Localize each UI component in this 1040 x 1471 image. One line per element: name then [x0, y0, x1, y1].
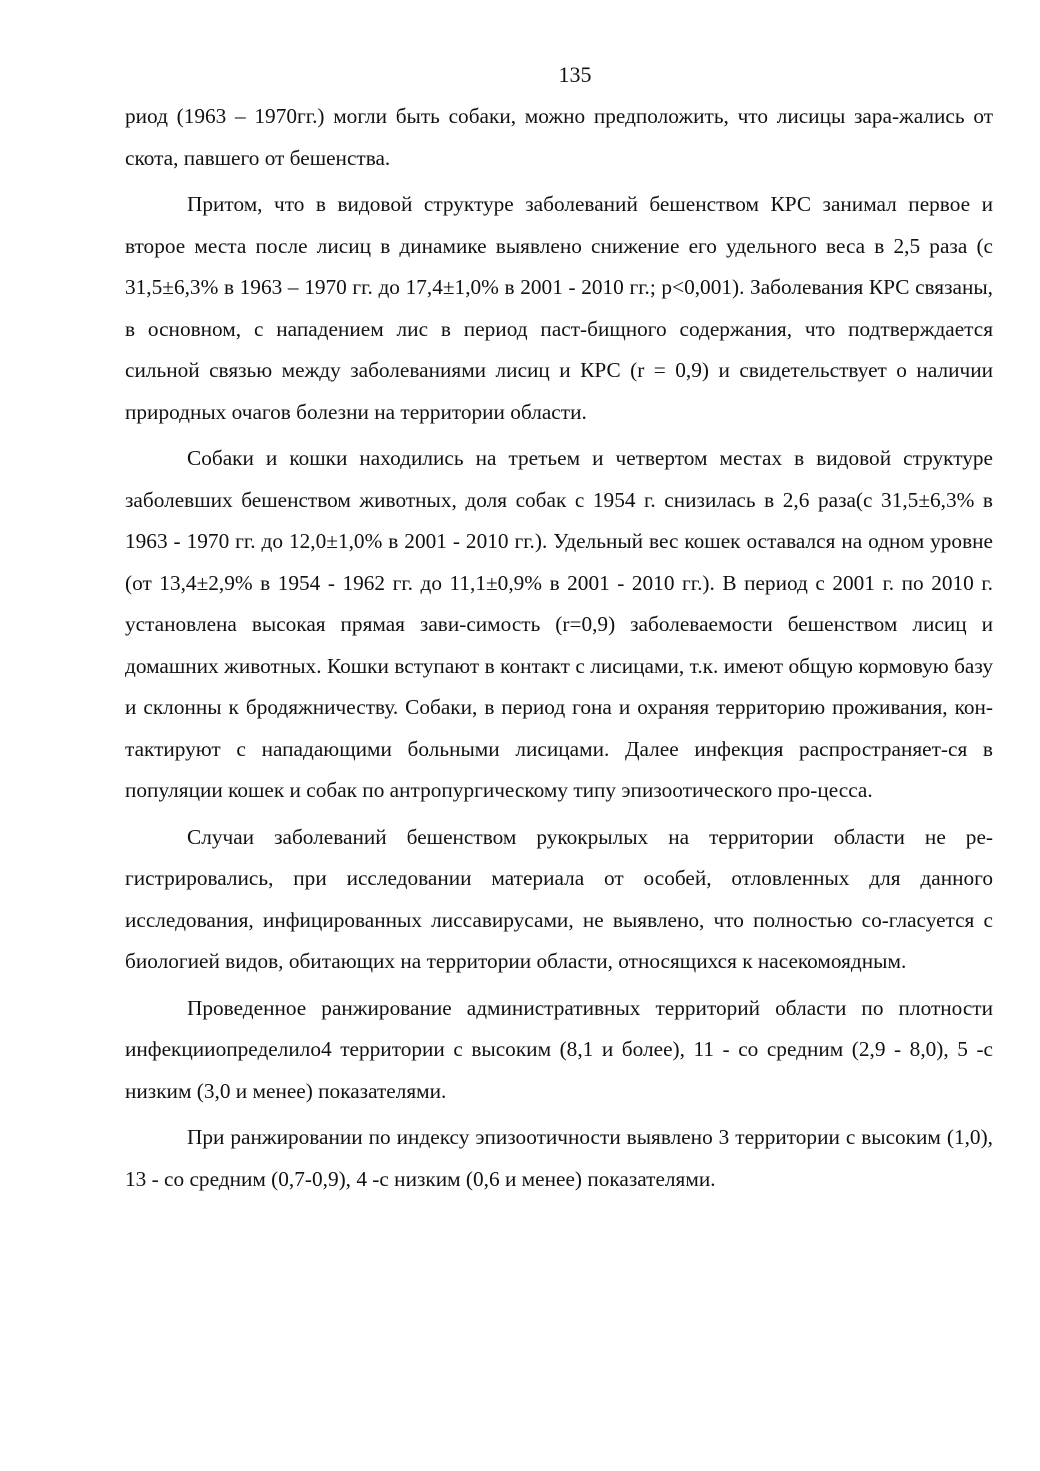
- page-number: 135: [558, 62, 592, 87]
- paragraph-continuation: риод (1963 – 1970гг.) могли быть собаки, можно предположить, что лисицы зара-жались от скота, павшего от бешенства.: [125, 104, 993, 170]
- paragraph-krs: Притом, что в видовой структуре заболеваний бешенством КРС занимал первое и второе места после лисиц в динамике выявлено снижение его удельного веса в 2,5 раза (с 31,5±6,3% в 1963 – 1970 гг. до 17,4±1,0% в 2001 - 2010 гг.; р<0,001). Заболевания КРС связаны, в основном, с нападением лис в период паст-бищного содержания, что подтверждается сильной связью между заболеваниями лисиц и КРС (r = 0,9) и свидетельствует о наличии природных очагов болезни на территории области.: [125, 192, 993, 424]
- paragraph-epizootic-index: При ранжировании по индексу эпизоотичности выявлено 3 территории с высоким (1,0), 13 - со средним (0,7-0,9), 4 -с низким (0,6 и менее) показателями.: [125, 1125, 993, 1191]
- body-text: [125, 96, 993, 1205]
- paragraph-bats: Случаи заболеваний бешенством рукокрылых на территории области не ре-гистрировались, при исследовании материала от особей, отловленных для данного исследования, инфицированных лиссавирусами, не выявлено, что полностью со-гласуется с биологией видов, обитающих на территории области, относящихся к насекомоядным.: [125, 824, 993, 973]
- paragraph-infection-density: Проведенное ранжирование административных территорий области по плотности инфекцииопределило4 территории с высоким (8,1 и более), 11 - со средним (2,9 - 8,0), 5 -с низким (3,0 и менее) показателями.: [125, 995, 993, 1103]
- paragraph-dogs-cats: Собаки и кошки находились на третьем и четвертом местах в видовой структуре заболевших бешенством животных, доля собак с 1954 г. снизилась в 2,6 раза(с 31,5±6,3% в 1963 - 1970 гг. до 12,0±1,0% в 2001 - 2010 гг.). Удельный вес кошек оставался на одном уровне (от 13,4±2,9% в 1954 - 1962 гг. до 11,1±0,9% в 2001 - 2010 гг.). В период с 2001 г. по 2010 г. установлена высокая прямая зави-симость (r=0,9) заболеваемости бешенством лисиц и домашних животных. Кошки вступают в контакт с лисицами, т.к. имеют общую кормовую базу и склонны к бродяжничеству. Собаки, в период гона и охраняя территорию проживания, кон-тактируют с нападающими больными лисицами. Далее инфекция распространяет-ся в популяции кошек и собак по антропургическому типу эпизоотического про-цесса.: [125, 446, 993, 802]
